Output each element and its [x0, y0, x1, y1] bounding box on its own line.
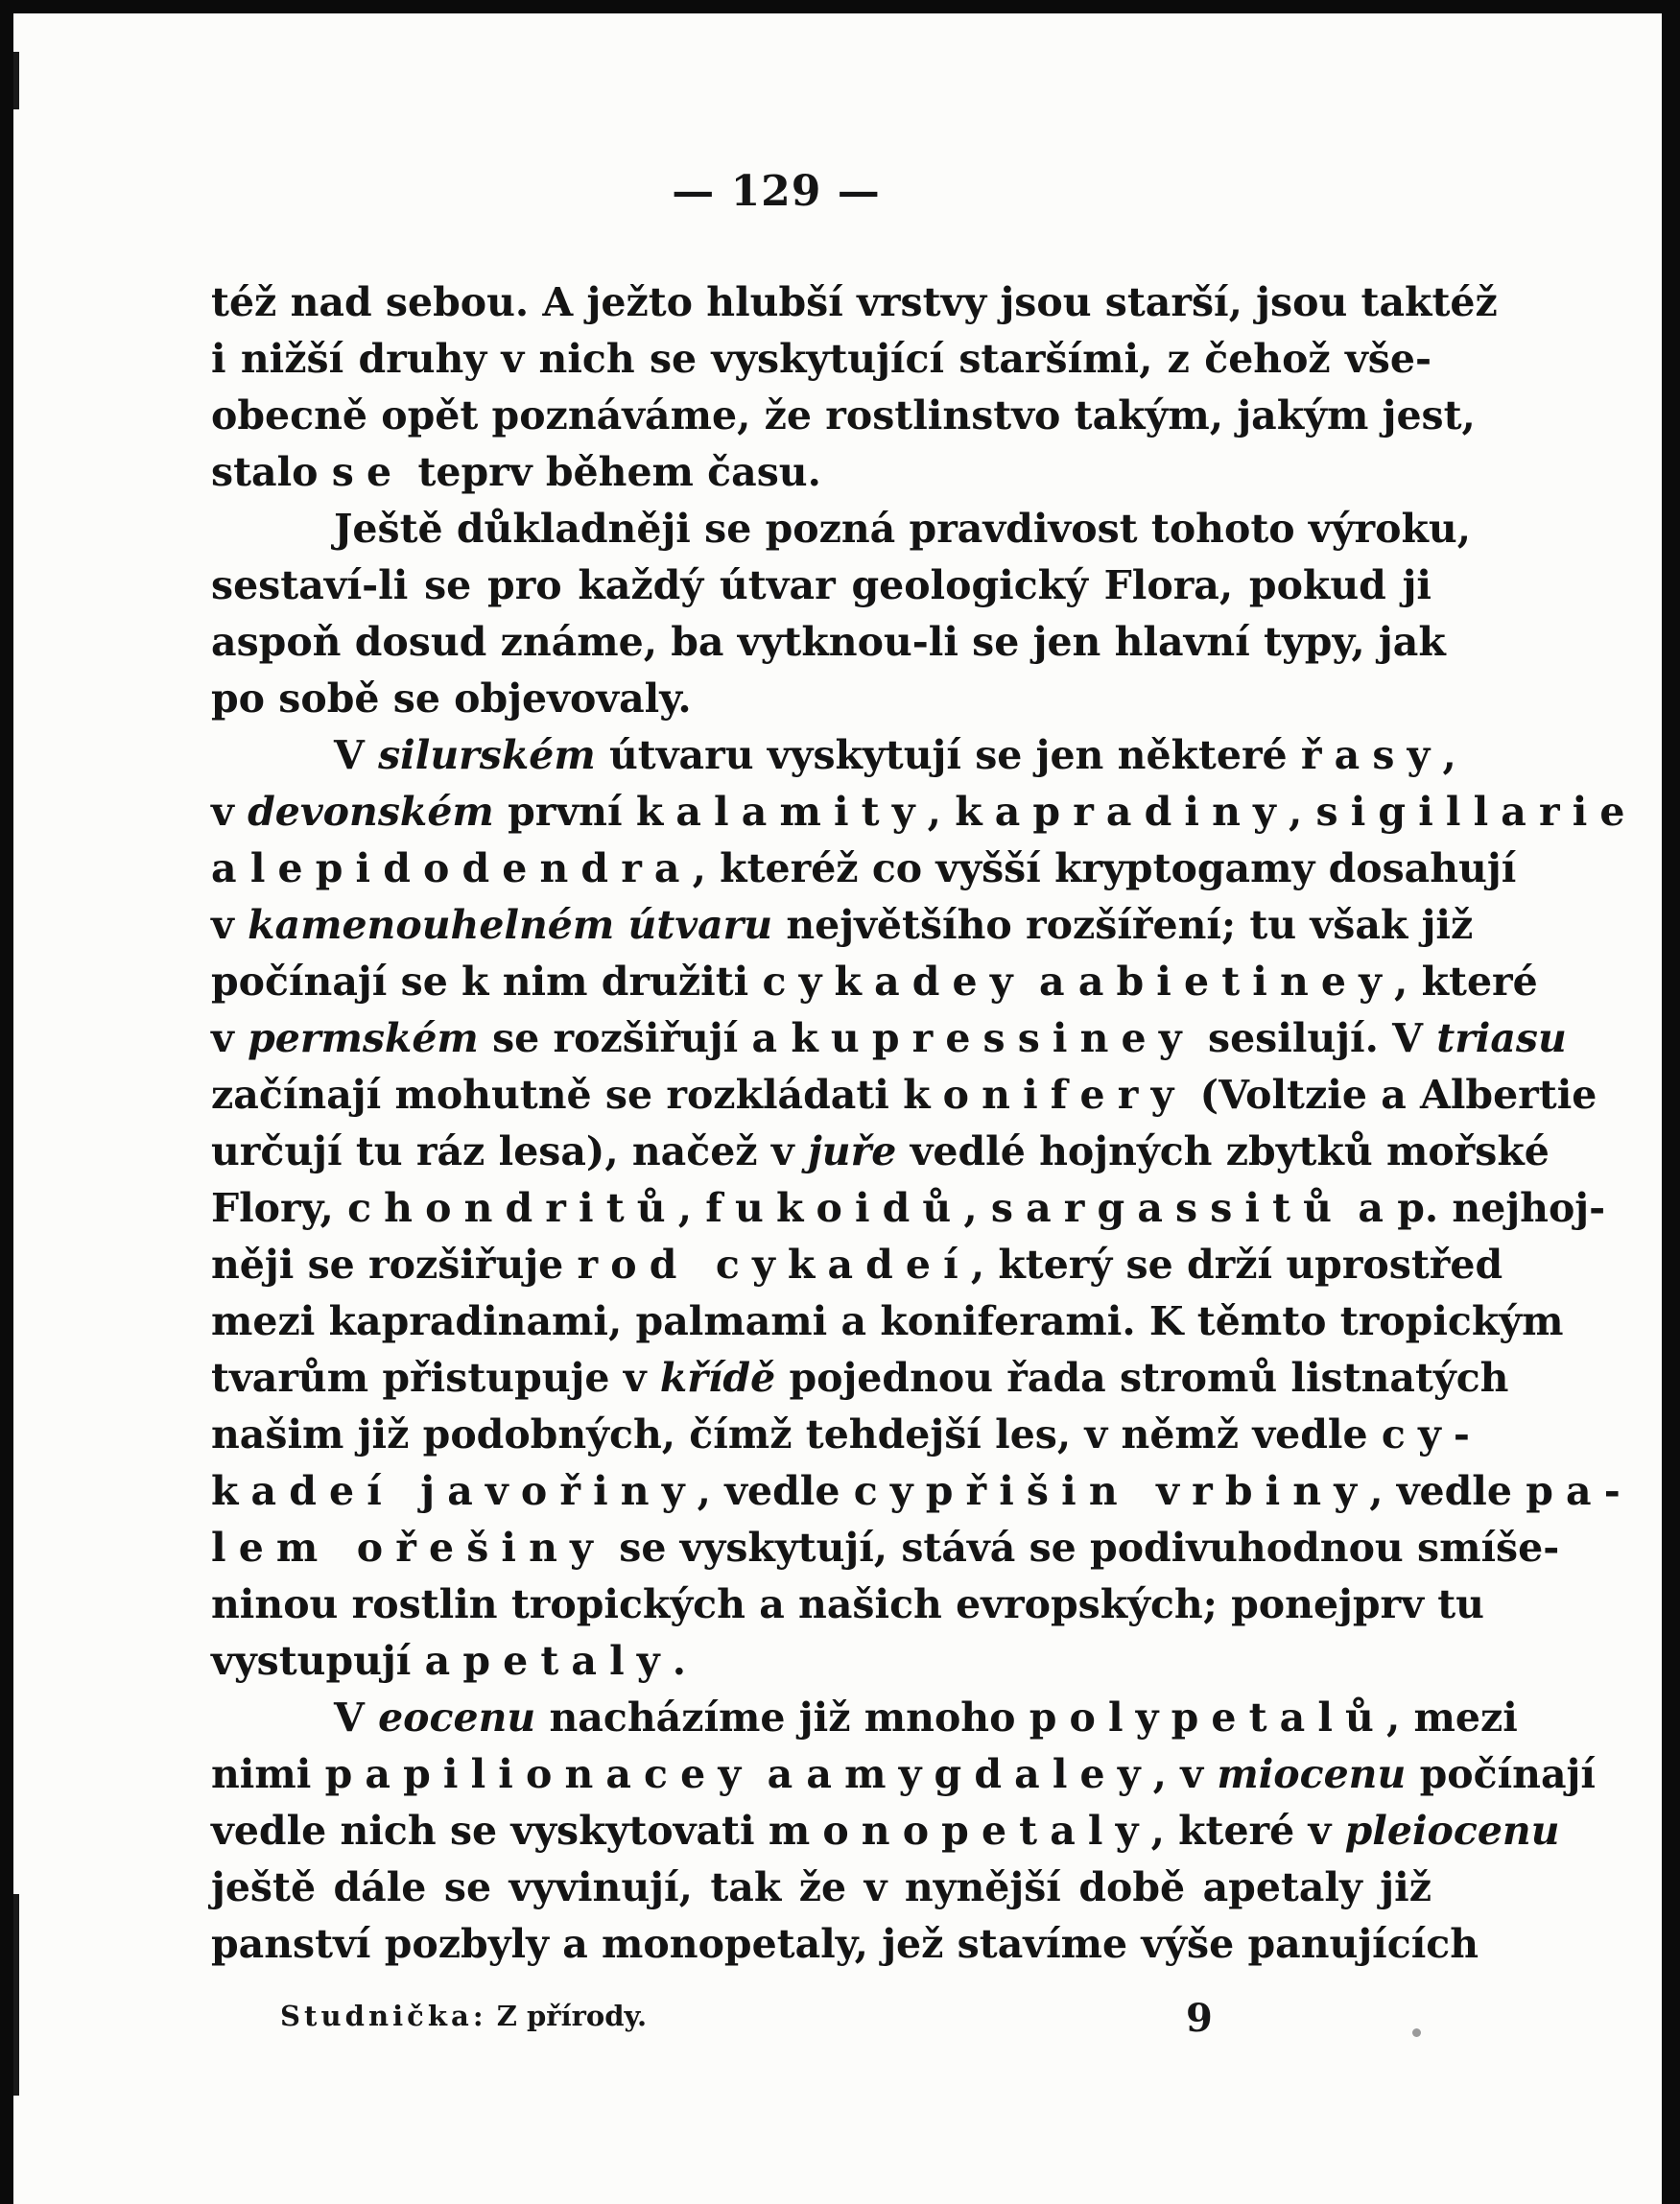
italic-term: silurském	[378, 732, 596, 778]
text-run: a	[1025, 959, 1078, 1005]
text-line	[211, 1010, 1567, 1067]
text-run: Ještě důkladněji se pozná pravdivost tohoto výroku,	[334, 506, 1471, 552]
spaced-term: chondritů	[347, 1185, 678, 1231]
spaced-term: sargassitů	[990, 1185, 1345, 1231]
text-line	[211, 1576, 1484, 1633]
text-run: , které	[1394, 959, 1538, 1005]
spaced-term: fukoidů	[705, 1185, 964, 1231]
text-run: stalo	[211, 449, 332, 495]
text-line	[211, 1916, 1479, 1973]
text-run: , který se drží uprostřed	[970, 1242, 1503, 1288]
spaced-term: lem ořešiny	[211, 1525, 605, 1571]
footer-citation	[280, 2000, 1240, 2032]
text-run: mezi kapradinami, palmami a koniferami. K těmto tropickým	[211, 1298, 1564, 1344]
spaced-term: kapradiny	[955, 789, 1289, 835]
text-run: po sobě se objevovaly.	[211, 675, 692, 722]
text-line	[211, 331, 1432, 388]
text-run: největšího rozšíření; tu však již	[772, 902, 1474, 948]
spaced-term: amygdaley	[806, 1751, 1153, 1797]
text-run: se rozšiřují a	[478, 1015, 792, 1061]
text-line	[211, 557, 1432, 614]
italic-term: pleiocenu	[1344, 1808, 1560, 1854]
text-line	[211, 1746, 1596, 1803]
text-line	[211, 1350, 1509, 1407]
text-run: ninou rostlin tropických a našich evropských; ponejprv tu	[211, 1581, 1484, 1627]
italic-term: miocenu	[1217, 1751, 1407, 1797]
text-line	[211, 388, 1476, 444]
text-run: ,	[927, 789, 956, 835]
text-run: , kteréž co vyšší kryptogamy dosahují	[692, 845, 1517, 891]
text-run: určují tu ráz lesa), načež v	[211, 1128, 808, 1174]
spaced-term: kalamity	[635, 789, 928, 835]
spaced-term: cykadey	[762, 959, 1026, 1005]
text-line	[211, 614, 1446, 671]
text-run: pojednou řada stromů listnatých	[775, 1355, 1509, 1401]
text-line	[211, 784, 1638, 841]
text-run: ,	[963, 1185, 991, 1231]
text-line	[211, 1860, 1432, 1916]
text-run: a	[211, 845, 250, 891]
text-run: v	[211, 789, 248, 835]
text-line	[211, 274, 1498, 331]
scan-edge-bottom	[13, 1894, 19, 2096]
spaced-term: se	[331, 449, 405, 495]
spaced-term: cypřišin vrbiny	[853, 1468, 1370, 1514]
text-run: , vedle	[1369, 1468, 1526, 1514]
text-run: v	[211, 902, 248, 948]
spaced-term: řasy	[1300, 732, 1443, 778]
text-run: , mezi	[1386, 1694, 1518, 1741]
text-line	[211, 1067, 1597, 1124]
text-run: první	[493, 789, 636, 835]
text-run: , které v	[1150, 1808, 1345, 1854]
spaced-term: kupressiney	[791, 1015, 1195, 1061]
spaced-term: konifery	[903, 1072, 1187, 1118]
text-line	[211, 444, 1432, 501]
text-run: tvarům přistupuje v	[211, 1355, 660, 1401]
text-line	[211, 1520, 1560, 1576]
text-run: a p. nejhoj-	[1344, 1185, 1606, 1231]
text-run: V	[334, 732, 379, 778]
signature-mark: 9	[1186, 1996, 1213, 2041]
text-run: vedle nich se vyskytovati	[211, 1808, 769, 1854]
text-run: panství pozbyly a monopetaly, jež stavíme výše panujících	[211, 1921, 1479, 1967]
spaced-term: papilionacey	[324, 1751, 754, 1797]
text-line	[211, 1293, 1564, 1350]
italic-term: eocenu	[378, 1694, 536, 1741]
text-run: (Voltzie a Albertie	[1186, 1072, 1597, 1118]
text-line	[211, 1124, 1550, 1180]
text-run: ,	[1442, 732, 1456, 778]
text-line	[211, 1407, 1483, 1463]
text-line	[211, 1633, 1432, 1690]
italic-term: křídě	[659, 1355, 776, 1401]
scan-edge-top	[13, 52, 19, 109]
text-run: našim již podobných, čímž tehdejší les, v němž vedle	[211, 1411, 1382, 1457]
text-run: ,	[677, 1185, 706, 1231]
text-run: teprv během času.	[404, 449, 821, 495]
text-run: začínají mohutně se rozkládati	[211, 1072, 904, 1118]
text-run: i nižší druhy v nich se vyskytující staršími, z čehož vše-	[211, 336, 1432, 382]
italic-term: kamenouhelném útvaru	[248, 902, 773, 948]
book-page	[13, 13, 1662, 2204]
text-run: útvaru vyskytují se jen některé	[595, 732, 1301, 778]
text-run: aspoň dosud známe, ba vytknou-li se jen hlavní typy, jak	[211, 619, 1446, 665]
spaced-term: kadeí javořiny	[211, 1468, 698, 1514]
text-run: ještě dále se vyvinují, tak že v nynější době apetaly již	[211, 1864, 1432, 1910]
spaced-term: polypetalů	[1029, 1694, 1386, 1741]
text-run: , v	[1152, 1751, 1218, 1797]
paragraph-start-line	[211, 1690, 1518, 1746]
text-run: , vedle	[697, 1468, 854, 1514]
page-number: — 129 —	[672, 167, 881, 216]
text-run: počínají se k nim družiti	[211, 959, 763, 1005]
text-run: vystupují	[211, 1638, 425, 1684]
spaced-term: cy-	[1381, 1411, 1483, 1457]
text-line	[211, 897, 1474, 954]
text-run: sesilují. V	[1194, 1015, 1437, 1061]
footer-title: Z přírody.	[486, 2000, 648, 2032]
text-run: se vyskytují, stává se podivuhodnou smíše-	[604, 1525, 1560, 1571]
text-run: nimi	[211, 1751, 325, 1797]
spaced-term: abietiney	[1077, 959, 1395, 1005]
text-run: ,	[1288, 789, 1316, 835]
text-line	[211, 1237, 1503, 1293]
text-run: .	[672, 1638, 686, 1684]
text-run: a	[753, 1751, 807, 1797]
italic-term: permském	[248, 1015, 479, 1061]
text-run: též nad sebou. A ježto hlubší vrstvy jsou starší, jsou taktéž	[211, 279, 1498, 325]
paragraph-start-line	[211, 727, 1456, 784]
text-run: počínají	[1406, 1751, 1596, 1797]
text-line	[211, 1463, 1633, 1520]
paragraph-start-line	[211, 501, 1471, 557]
spaced-term: monopetaly	[768, 1808, 1151, 1854]
text-line	[211, 841, 1517, 897]
text-run: obecně opět poznáváme, že rostlinstvo takým, jakým jest,	[211, 392, 1476, 438]
text-line	[211, 1803, 1560, 1860]
spaced-term: lepidodendra	[249, 845, 693, 891]
text-run: vedlé hojných zbytků mořské	[896, 1128, 1550, 1174]
spaced-term: sigillarie	[1315, 789, 1638, 835]
text-line	[211, 1180, 1606, 1237]
spaced-term: pa-	[1526, 1468, 1633, 1514]
text-run: Flory,	[211, 1185, 348, 1231]
body-text	[211, 274, 1638, 1973]
text-line	[211, 671, 1432, 727]
spaced-term: apetaly	[424, 1638, 673, 1684]
text-run: sestaví-li se pro každý útvar geologický Flora, pokud ji	[211, 562, 1432, 608]
italic-term: triasu	[1436, 1015, 1567, 1061]
text-run: něji se rozšiřuje	[211, 1242, 578, 1288]
italic-term: juře	[807, 1128, 897, 1174]
speck	[1412, 2028, 1421, 2037]
footer-author: Studnička:	[280, 2000, 487, 2032]
text-run: nacházíme již mnoho	[535, 1694, 1029, 1741]
spaced-term: rod cykadeí	[577, 1242, 971, 1288]
italic-term: devonském	[248, 789, 494, 835]
text-run: v	[211, 1015, 248, 1061]
text-line	[211, 954, 1538, 1010]
text-run: V	[334, 1694, 379, 1741]
